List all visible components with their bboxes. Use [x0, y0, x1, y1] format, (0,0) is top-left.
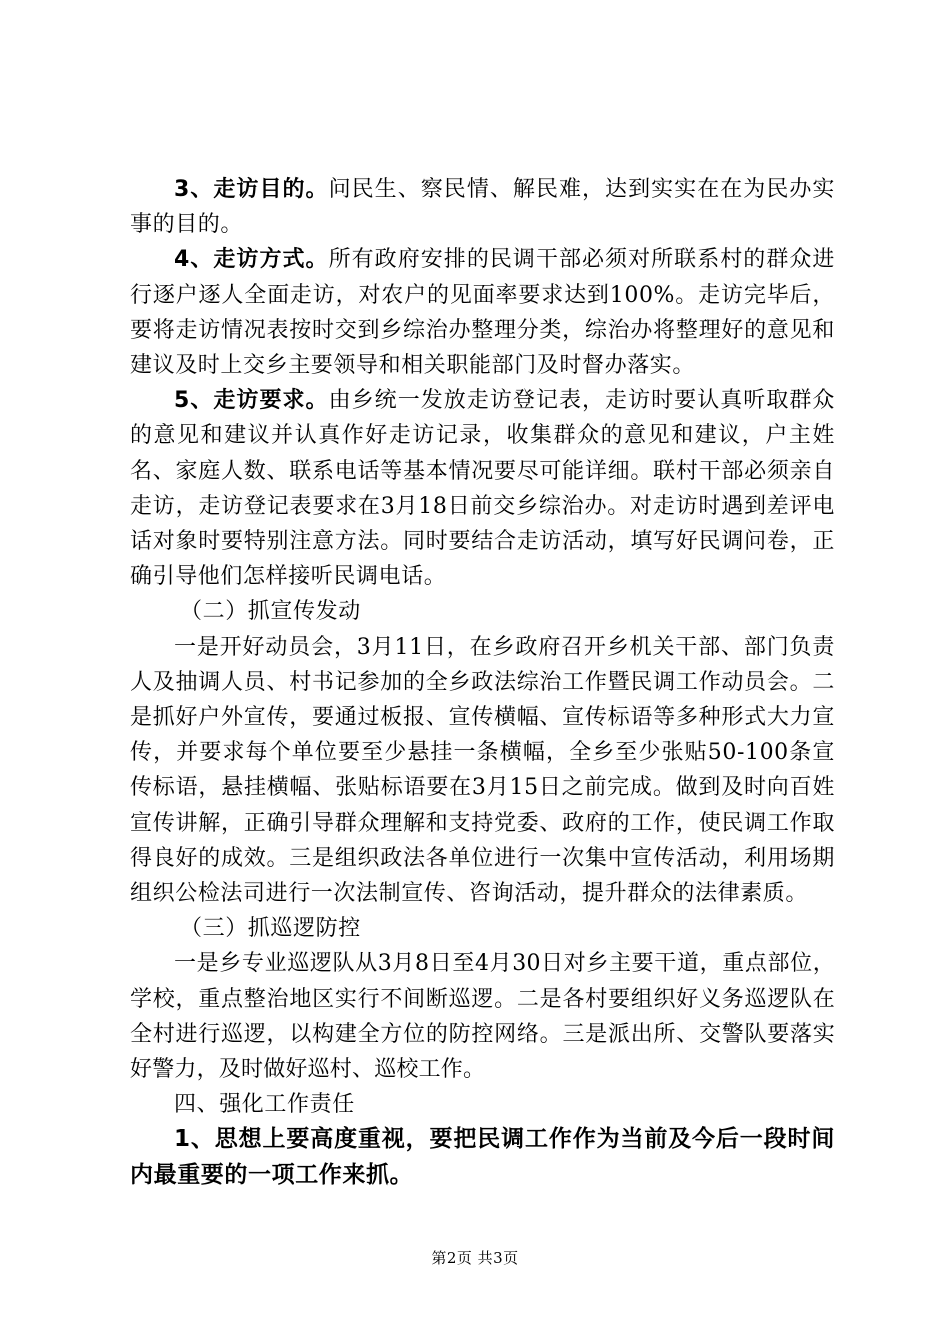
paragraph-lead: 4、走访方式。 [174, 247, 329, 273]
paragraph-lead: 5、走访要求。 [174, 388, 329, 414]
paragraph-visit-method [130, 242, 835, 383]
document-body [130, 172, 835, 1193]
section-heading-patrol: （三）抓巡逻防控 [180, 916, 361, 942]
paragraph-patrol: 一是乡专业巡逻队从3月8日至4月30日对乡主要干道，重点部位，学校，重点整治地区实行不间断巡逻。二是各村要组织好义务巡逻队在全村进行巡逻，以构建全方位的防控网络。三是派出所、交警队要落实好警力，及时做好巡村、巡校工作。 [130, 951, 835, 1083]
paragraph-lead: 3、走访目的。 [174, 177, 329, 202]
section-heading-publicity: （二）抓宣传发动 [180, 599, 361, 625]
page-footer: 第2页 共3页 [431, 1249, 519, 1267]
paragraph-responsibility-1: 1、思想上要高度重视，要把民调工作作为当前及今后一段时间内最重要的一项工作来抓。 [130, 1126, 835, 1188]
paragraph-text: 所有政府安排的民调干部必须对所联系村的群众进行逐户逐人全面走访，对农户的见面率要求达到100%。走访完毕后，要将走访情况表按时交到乡综治办整理分类，综治办将整理好的意见和建议及时上交乡主要领导和相关职能部门及时督办落实。 [130, 247, 836, 379]
section-heading-responsibility: 四、强化工作责任 [174, 1092, 355, 1118]
paragraph-text: 由乡统一发放走访登记表，走访时要认真听取群众的意见和建议并认真作好走访记录，收集群众的意见和建议，户主姓名、家庭人数、联系电话等基本情况要尽可能详细。联村干部必须亲自走访，走访登记表要求在3月18日前交乡综治办。对走访时遇到差评电话对象时要特别注意方法。同时要结合走访活动，填写好民调问卷，正确引导他们怎样接听民调电话。 [130, 388, 836, 590]
paragraph-publicity: 一是开好动员会，3月11日，在乡政府召开乡机关干部、部门负责人及抽调人员、村书记参加的全乡政法综治工作暨民调工作动员会。二是抓好户外宣传，要通过板报、宣传横幅、宣传标语等多种形式大力宣传，并要求每个单位要至少悬挂一条横幅，全乡至少张贴50-100条宣传标语，悬挂横幅、张贴标语要在3月15日之前完成。做到及时向百姓宣传讲解，正确引导群众理解和支持党委、政府的工作，使民调工作取得良好的成效。三是组织政法各单位进行一次集中宣传活动，利用场期组织公检法司进行一次法制宣传、咨询活动，提升群众的法律素质。 [130, 634, 835, 907]
paragraph-text: 问民生、察民情、解民难，达到实实在在为民办实事的目的。 [130, 177, 836, 238]
paragraph-visit-purpose [130, 172, 835, 242]
paragraph-visit-requirements [130, 383, 835, 594]
